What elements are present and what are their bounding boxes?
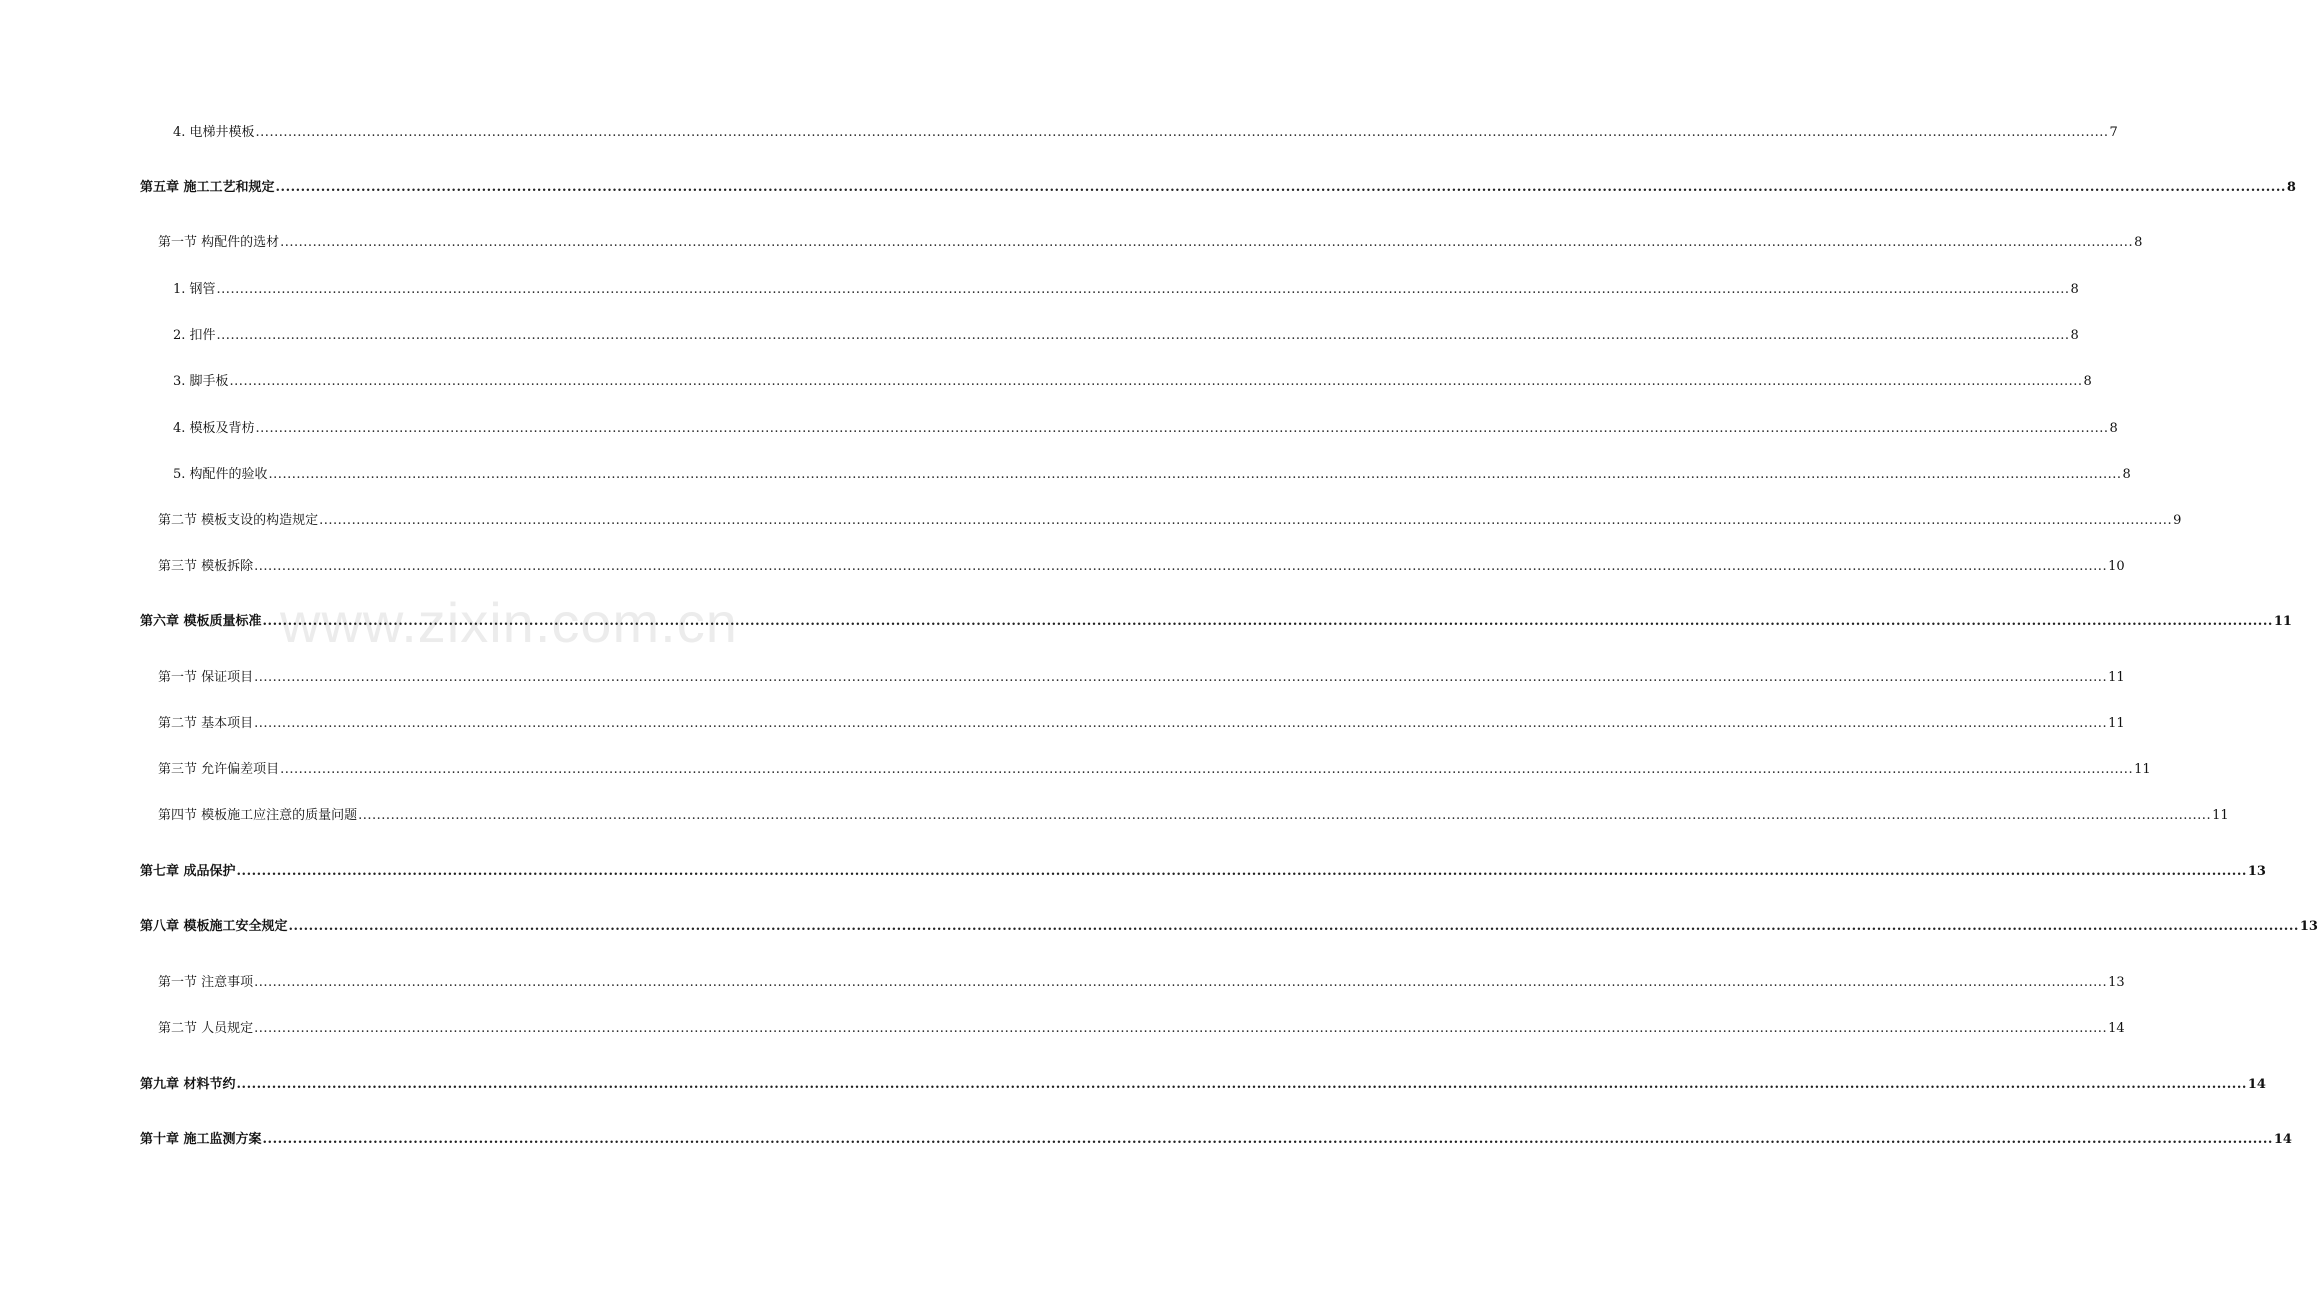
- toc-entry-page: 14: [2108, 1021, 2125, 1036]
- toc-entry-page: 14: [2273, 1132, 2292, 1147]
- toc-entry[interactable]: [173, 373, 2092, 391]
- toc-entry-title: 4. 模板及背枋: [173, 421, 255, 436]
- toc-entry-title: 3. 脚手板: [173, 374, 229, 389]
- leader-dots: ................................................................................................................................................................................................................................................................................................................................................................................................................: [236, 1077, 2247, 1092]
- toc-entry[interactable]: [140, 613, 2292, 631]
- toc-entry-page: 13: [2299, 919, 2318, 934]
- toc-entry-title: 第四节 模板施工应注意的质量问题: [158, 808, 358, 823]
- leader-dots: ................................................................................................................................................................................................................................................................................................................................................................................................................: [254, 975, 2108, 990]
- toc-entry[interactable]: [158, 1020, 2125, 1038]
- leader-dots: ................................................................................................................................................................................................................................................................................................................................................................................................................: [216, 282, 2070, 297]
- toc-entry-page: 11: [2108, 670, 2125, 685]
- toc-entry-page: 8: [2070, 328, 2079, 343]
- toc-entry[interactable]: [158, 807, 2229, 825]
- toc-entry-title: 第九章 材料节约: [140, 1077, 236, 1092]
- toc-entry-page: 7: [2109, 125, 2118, 140]
- toc-entry[interactable]: [158, 974, 2125, 992]
- toc-entry-title: 第一节 注意事项: [158, 975, 254, 990]
- toc-entry-title: 5. 构配件的验收: [173, 467, 268, 482]
- toc-entry-page: 8: [2109, 421, 2118, 436]
- toc-entry-title: 第十章 施工监测方案: [140, 1132, 262, 1147]
- leader-dots: ................................................................................................................................................................................................................................................................................................................................................................................................................: [216, 328, 2070, 343]
- leader-dots: ................................................................................................................................................................................................................................................................................................................................................................................................................: [254, 716, 2108, 731]
- toc-entry-page: 11: [2134, 762, 2151, 777]
- toc-entry[interactable]: [140, 1131, 2292, 1149]
- toc-entry-page: 13: [2108, 975, 2125, 990]
- leader-dots: ................................................................................................................................................................................................................................................................................................................................................................................................................: [236, 864, 2247, 879]
- leader-dots: ................................................................................................................................................................................................................................................................................................................................................................................................................: [275, 180, 2286, 195]
- leader-dots: ................................................................................................................................................................................................................................................................................................................................................................................................................: [262, 614, 2273, 629]
- leader-dots: ................................................................................................................................................................................................................................................................................................................................................................................................................: [262, 1132, 2273, 1147]
- leader-dots: ................................................................................................................................................................................................................................................................................................................................................................................................................: [254, 670, 2108, 685]
- leader-dots: ................................................................................................................................................................................................................................................................................................................................................................................................................: [229, 374, 2083, 389]
- toc-entry-title: 第五章 施工工艺和规定: [140, 180, 275, 195]
- toc-entry-title: 第八章 模板施工安全规定: [140, 919, 288, 934]
- toc-entry[interactable]: [173, 327, 2079, 345]
- leader-dots: ................................................................................................................................................................................................................................................................................................................................................................................................................: [255, 421, 2109, 436]
- leader-dots: ................................................................................................................................................................................................................................................................................................................................................................................................................: [254, 1021, 2108, 1036]
- toc-entry-title: 第三节 允许偏差项目: [158, 762, 280, 777]
- toc-entry[interactable]: [158, 761, 2151, 779]
- toc-entry-page: 8: [2083, 374, 2092, 389]
- toc-entry-title: 第七章 成品保护: [140, 864, 236, 879]
- toc-entry-page: 8: [2134, 235, 2143, 250]
- toc-entry-page: 9: [2173, 513, 2182, 528]
- leader-dots: ................................................................................................................................................................................................................................................................................................................................................................................................................: [254, 559, 2108, 574]
- toc-entry-title: 1. 钢管: [173, 282, 216, 297]
- toc-entry[interactable]: [140, 863, 2266, 881]
- toc-entry-page: 11: [2108, 716, 2125, 731]
- toc-entry-title: 第二节 人员规定: [158, 1021, 254, 1036]
- toc-entry[interactable]: [158, 558, 2125, 576]
- toc-entry-page: 11: [2212, 808, 2229, 823]
- leader-dots: ................................................................................................................................................................................................................................................................................................................................................................................................................: [280, 235, 2134, 250]
- leader-dots: ................................................................................................................................................................................................................................................................................................................................................................................................................: [268, 467, 2122, 482]
- toc-entry[interactable]: [173, 420, 2118, 438]
- toc-entry[interactable]: [158, 234, 2143, 252]
- toc-entry-title: 2. 扣件: [173, 328, 216, 343]
- toc-entry-title: 第一节 保证项目: [158, 670, 254, 685]
- toc-entry[interactable]: [140, 1076, 2266, 1094]
- toc-entry-title: 第三节 模板拆除: [158, 559, 254, 574]
- toc-entry-page: 8: [2122, 467, 2131, 482]
- toc-entry[interactable]: [140, 918, 2318, 936]
- leader-dots: ................................................................................................................................................................................................................................................................................................................................................................................................................: [288, 919, 2299, 934]
- toc-entry-page: 13: [2247, 864, 2266, 879]
- toc-entry-page: 11: [2273, 614, 2292, 629]
- toc-entry[interactable]: [173, 124, 2118, 142]
- toc-entry-page: 14: [2247, 1077, 2266, 1092]
- toc-entry-title: 4. 电梯井模板: [173, 125, 255, 140]
- toc-entry[interactable]: [140, 179, 2296, 197]
- leader-dots: ................................................................................................................................................................................................................................................................................................................................................................................................................: [255, 125, 2109, 140]
- toc-entry-page: 8: [2286, 180, 2296, 195]
- toc-entry[interactable]: [158, 715, 2125, 733]
- toc-entry[interactable]: [173, 466, 2131, 484]
- toc-entry-title: 第六章 模板质量标准: [140, 614, 262, 629]
- leader-dots: ................................................................................................................................................................................................................................................................................................................................................................................................................: [319, 513, 2173, 528]
- leader-dots: ................................................................................................................................................................................................................................................................................................................................................................................................................: [280, 762, 2134, 777]
- toc-entry-page: 10: [2108, 559, 2125, 574]
- toc-entry[interactable]: [158, 512, 2182, 530]
- toc-entry[interactable]: [173, 281, 2079, 299]
- toc-entry-title: 第一节 构配件的选材: [158, 235, 280, 250]
- toc-entry[interactable]: [158, 669, 2125, 687]
- toc-entry-title: 第二节 基本项目: [158, 716, 254, 731]
- leader-dots: ................................................................................................................................................................................................................................................................................................................................................................................................................: [358, 808, 2212, 823]
- watermark: www.zixin.com.cn: [280, 591, 738, 654]
- toc-entry-page: 8: [2070, 282, 2079, 297]
- toc-entry-title: 第二节 模板支设的构造规定: [158, 513, 319, 528]
